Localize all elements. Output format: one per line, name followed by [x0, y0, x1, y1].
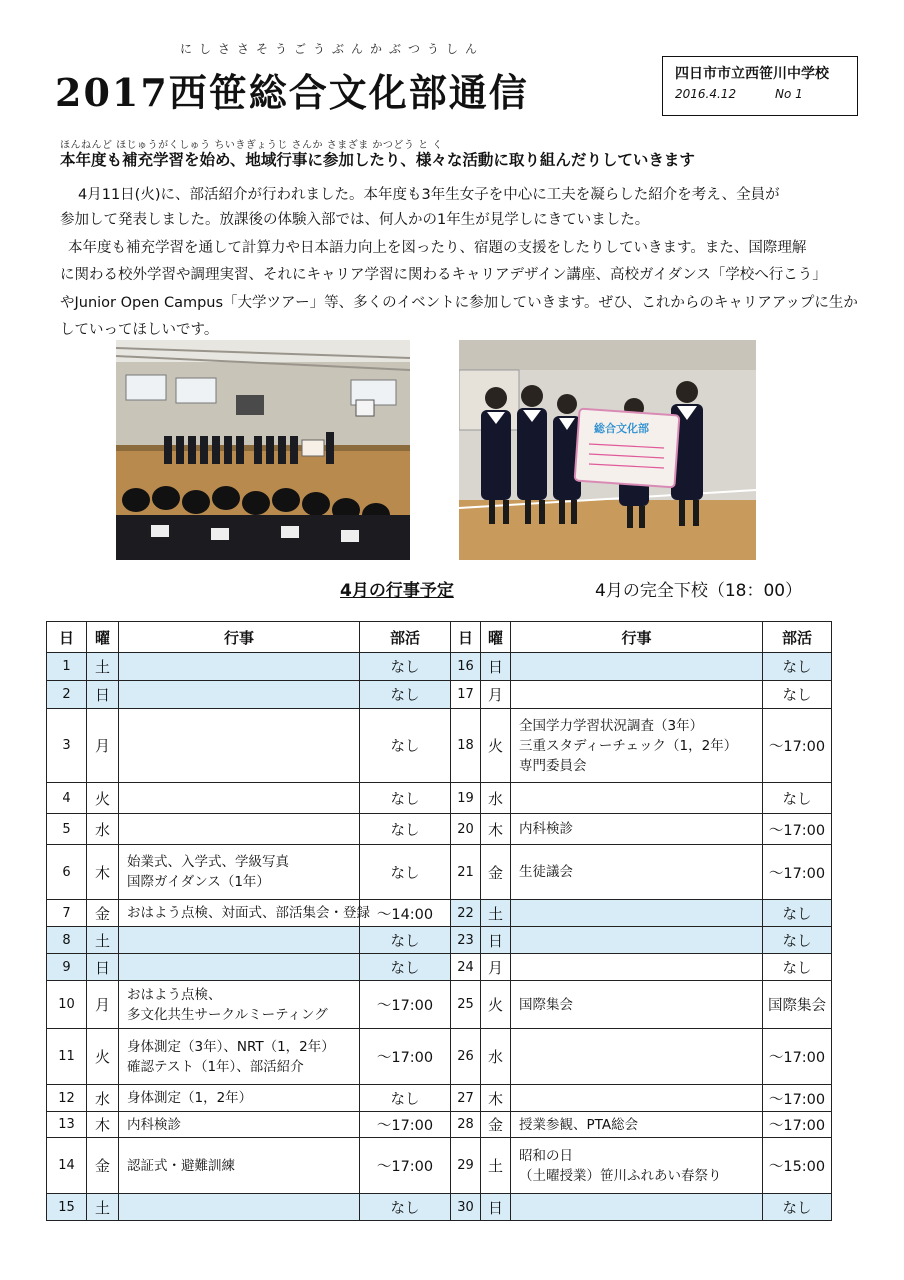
- title-ruby: にしささそうごうぶんかぶつうしん: [180, 42, 485, 56]
- event-cell: [511, 927, 763, 954]
- school-name: 四日市市立西笹川中学校: [675, 66, 829, 82]
- schedule-row: [47, 1112, 451, 1138]
- dismissal-cell: なし: [360, 653, 451, 681]
- event-cell: [511, 845, 763, 900]
- event-cell: [511, 1112, 763, 1138]
- event-cell: [511, 783, 763, 814]
- event-cell: [511, 653, 763, 681]
- day-of-week: 火: [87, 783, 119, 814]
- dismissal-cell: 〜17:00: [763, 1085, 832, 1112]
- dismissal-cell: なし: [763, 927, 832, 954]
- dismissal-time-note: 4月の完全下校（18：00）: [595, 581, 803, 601]
- day-number: 12: [47, 1085, 87, 1112]
- day-number: 4: [47, 783, 87, 814]
- event-cell: [511, 1138, 763, 1194]
- event-cell: [511, 900, 763, 927]
- day-of-week: 水: [87, 814, 119, 845]
- dismissal-cell: 〜17:00: [763, 814, 832, 845]
- schedule-row: [47, 1085, 451, 1112]
- presentation-photo: [459, 340, 756, 560]
- schedule-row: [451, 981, 832, 1029]
- dismissal-cell: なし: [360, 783, 451, 814]
- day-of-week: 木: [87, 845, 119, 900]
- lead-ruby: ほんねんど ほじゅうがくしゅう ちいきぎょうじ さんか さまざま かつどう と く: [60, 140, 443, 151]
- schedule-row: [47, 653, 451, 681]
- event-text: 内科検診: [519, 821, 573, 837]
- day-number: 24: [451, 954, 481, 981]
- presenters-illustration: [459, 340, 756, 560]
- day-number: 23: [451, 927, 481, 954]
- event-cell: [119, 1029, 360, 1085]
- dismissal-cell: なし: [763, 954, 832, 981]
- event-cell: [119, 814, 360, 845]
- day-number: 8: [47, 927, 87, 954]
- school-info-box: [662, 56, 858, 116]
- schedule-row: [47, 783, 451, 814]
- dismissal-cell: なし: [360, 954, 451, 981]
- day-of-week: 金: [481, 845, 511, 900]
- event-text: 国際ガイダンス（1年）: [127, 874, 270, 890]
- event-text: 確認テスト（1年）、部活紹介: [127, 1058, 304, 1075]
- issue-date: 2016.4.12: [675, 87, 737, 101]
- event-text: 生徒議会: [519, 864, 573, 880]
- event-cell: [119, 653, 360, 681]
- day-number: 6: [47, 845, 87, 900]
- day-number: 3: [47, 709, 87, 783]
- dismissal-cell: なし: [360, 814, 451, 845]
- dismissal-cell: 〜17:00: [360, 1112, 451, 1138]
- day-number: 2: [47, 681, 87, 709]
- schedule-row: [47, 900, 451, 927]
- event-cell: [511, 709, 763, 783]
- day-number: 17: [451, 681, 481, 709]
- day-of-week: 月: [87, 709, 119, 783]
- dismissal-cell: 〜14:00: [360, 900, 451, 927]
- day-of-week: 月: [87, 981, 119, 1029]
- dismissal-cell: 〜15:00: [763, 1138, 832, 1194]
- dismissal-cell: 〜17:00: [763, 1112, 832, 1138]
- day-number: 9: [47, 954, 87, 981]
- day-number: 5: [47, 814, 87, 845]
- day-of-week: 金: [87, 900, 119, 927]
- day-number: 20: [451, 814, 481, 845]
- dismissal-cell: なし: [763, 653, 832, 681]
- day-of-week: 土: [87, 927, 119, 954]
- schedule-row: [47, 814, 451, 845]
- column-header-dow: 曜: [481, 622, 511, 653]
- column-header-day: 日: [451, 622, 481, 653]
- dismissal-cell: なし: [360, 1194, 451, 1221]
- event-cell: [119, 845, 360, 900]
- day-of-week: 日: [87, 954, 119, 981]
- club-intro-photo: [116, 340, 410, 560]
- schedule-row: [451, 783, 832, 814]
- event-cell: [119, 981, 360, 1029]
- event-text: 専門委員会: [519, 757, 587, 774]
- day-of-week: 金: [481, 1112, 511, 1138]
- day-of-week: 木: [481, 814, 511, 845]
- schedule-table-right: [450, 621, 832, 1221]
- newsletter-title: 2017西笹総合文化部通信: [55, 70, 529, 115]
- schedule-row: [451, 845, 832, 900]
- day-of-week: 木: [481, 1085, 511, 1112]
- event-cell: [511, 981, 763, 1029]
- lead-sentence: 本年度も補充学習を始め、地域行事に参加したり、様々な活動に取り組んだりしていきます: [60, 151, 695, 169]
- day-number: 11: [47, 1029, 87, 1085]
- day-number: 30: [451, 1194, 481, 1221]
- day-number: 26: [451, 1029, 481, 1085]
- event-cell: [119, 783, 360, 814]
- event-cell: [119, 954, 360, 981]
- paragraph-line: やJunior Open Campus「大学ツアー」等、多くのイベントに参加していきます。ぜひ、これからのキャリアアップに生か: [60, 295, 858, 311]
- event-cell: [119, 709, 360, 783]
- event-text: 三重スタディーチェック（1，2年）: [519, 737, 738, 754]
- paragraph-line: 4月11日(火)に、部活紹介が行われました。本年度も3年生女子を中心に工夫を凝らした紹介を考え、全員が: [78, 187, 780, 203]
- schedule-row: [451, 927, 832, 954]
- paragraph-line: に関わる校外学習や調理実習、それにキャリア学習に関わるキャリアデザイン講座、高校ガイダンス「学校へ行こう」: [60, 267, 827, 283]
- event-text: おはよう点検、対面式、部活集会・登録: [127, 905, 370, 921]
- day-of-week: 日: [87, 681, 119, 709]
- day-number: 10: [47, 981, 87, 1029]
- dismissal-cell: なし: [360, 927, 451, 954]
- day-number: 18: [451, 709, 481, 783]
- dismissal-cell: なし: [360, 709, 451, 783]
- schedule-row: [47, 709, 451, 783]
- issue-number: No 1: [775, 87, 803, 101]
- dismissal-cell: 〜17:00: [360, 1138, 451, 1194]
- event-cell: [511, 1029, 763, 1085]
- event-text: 多文化共生サークルミーティング: [127, 1006, 328, 1023]
- day-of-week: 土: [481, 1138, 511, 1194]
- schedule-row: [451, 709, 832, 783]
- day-of-week: 日: [481, 927, 511, 954]
- paragraph-line: 参加して発表しました。放課後の体験入部では、何人かの1年生が見学しにきていました。: [60, 212, 650, 228]
- day-of-week: 月: [481, 954, 511, 981]
- event-cell: [511, 954, 763, 981]
- event-cell: [119, 1112, 360, 1138]
- schedule-row: [47, 845, 451, 900]
- day-of-week: 土: [481, 900, 511, 927]
- dismissal-cell: 〜17:00: [763, 1029, 832, 1085]
- event-text: 身体測定（1，2年）: [127, 1090, 253, 1106]
- day-of-week: 火: [481, 709, 511, 783]
- column-header-dismissal: 部活: [360, 622, 451, 653]
- paragraph-line: 本年度も補充学習を通して計算力や日本語力向上を図ったり、宿題の支援をしたりしていきます。また、国際理解: [68, 240, 807, 256]
- day-number: 21: [451, 845, 481, 900]
- day-number: 15: [47, 1194, 87, 1221]
- day-number: 14: [47, 1138, 87, 1194]
- schedule-row: [451, 681, 832, 709]
- dismissal-cell: なし: [360, 681, 451, 709]
- event-cell: [511, 681, 763, 709]
- schedule-row: [451, 1112, 832, 1138]
- day-of-week: 水: [481, 1029, 511, 1085]
- schedule-row: [451, 900, 832, 927]
- event-cell: [119, 1085, 360, 1112]
- day-of-week: 日: [481, 1194, 511, 1221]
- day-of-week: 水: [87, 1085, 119, 1112]
- day-number: 25: [451, 981, 481, 1029]
- column-header-dismissal: 部活: [763, 622, 832, 653]
- event-text: 始業式、入学式、学級写真: [127, 854, 289, 870]
- event-text: おはよう点検、: [127, 986, 222, 1003]
- event-cell: [119, 1194, 360, 1221]
- event-cell: [511, 1194, 763, 1221]
- dismissal-cell: なし: [360, 1085, 451, 1112]
- event-text: 昭和の日: [519, 1147, 573, 1164]
- schedule-row: [47, 927, 451, 954]
- event-cell: [119, 1138, 360, 1194]
- schedule-row: [47, 954, 451, 981]
- event-cell: [511, 814, 763, 845]
- column-header-dow: 曜: [87, 622, 119, 653]
- event-cell: [511, 1085, 763, 1112]
- schedule-row: [451, 1138, 832, 1194]
- schedule-row: [451, 814, 832, 845]
- day-number: 28: [451, 1112, 481, 1138]
- dismissal-cell: 〜17:00: [360, 1029, 451, 1085]
- schedule-row: [451, 1029, 832, 1085]
- schedule-heading: 4月の行事予定: [340, 581, 454, 601]
- column-header-event: 行事: [511, 622, 763, 653]
- dismissal-cell: なし: [763, 783, 832, 814]
- dismissal-cell: なし: [360, 845, 451, 900]
- event-text: 授業参観、PTA総会: [519, 1116, 639, 1133]
- day-number: 16: [451, 653, 481, 681]
- event-cell: [119, 900, 370, 927]
- schedule-table-left: [46, 621, 451, 1221]
- dismissal-cell: 〜17:00: [763, 845, 832, 900]
- gym-assembly-illustration: [116, 340, 410, 560]
- column-header-event: 行事: [119, 622, 360, 653]
- schedule-row: [451, 653, 832, 681]
- day-number: 19: [451, 783, 481, 814]
- dismissal-cell: なし: [763, 681, 832, 709]
- event-text: 国際集会: [519, 996, 573, 1013]
- dismissal-cell: 国際集会: [763, 981, 832, 1029]
- dismissal-cell: なし: [763, 900, 832, 927]
- day-of-week: 火: [481, 981, 511, 1029]
- dismissal-cell: 〜17:00: [360, 981, 451, 1029]
- event-text: 認証式・避難訓練: [127, 1157, 235, 1174]
- event-cell: [119, 927, 360, 954]
- schedule-row: [47, 1194, 451, 1221]
- schedule-row: [451, 1194, 832, 1221]
- day-of-week: 月: [481, 681, 511, 709]
- event-text: （土曜授業）笹川ふれあい春祭り: [519, 1167, 722, 1184]
- day-number: 27: [451, 1085, 481, 1112]
- day-number: 22: [451, 900, 481, 927]
- day-of-week: 土: [87, 653, 119, 681]
- day-of-week: 木: [87, 1112, 119, 1138]
- day-number: 29: [451, 1138, 481, 1194]
- day-number: 13: [47, 1112, 87, 1138]
- dismissal-cell: なし: [763, 1194, 832, 1221]
- schedule-row: [47, 1138, 451, 1194]
- day-of-week: 日: [481, 653, 511, 681]
- event-text: 身体測定（3年）、NRT（1，2年）: [127, 1038, 335, 1055]
- day-of-week: 金: [87, 1138, 119, 1194]
- event-text: 内科検診: [127, 1116, 181, 1133]
- day-number: 1: [47, 653, 87, 681]
- dismissal-cell: 〜17:00: [763, 709, 832, 783]
- event-cell: [119, 681, 360, 709]
- day-of-week: 水: [481, 783, 511, 814]
- day-number: 7: [47, 900, 87, 927]
- schedule-row: [47, 681, 451, 709]
- paragraph-line: していってほしいです。: [60, 322, 219, 338]
- schedule-row: [451, 954, 832, 981]
- day-of-week: 土: [87, 1194, 119, 1221]
- schedule-row: [47, 1029, 451, 1085]
- event-text: 全国学力学習状況調査（3年）: [519, 717, 704, 734]
- sign-text: 総合文化部: [594, 422, 649, 435]
- schedule-row: [47, 981, 451, 1029]
- day-of-week: 火: [87, 1029, 119, 1085]
- column-header-day: 日: [47, 622, 87, 653]
- schedule-row: [451, 1085, 832, 1112]
